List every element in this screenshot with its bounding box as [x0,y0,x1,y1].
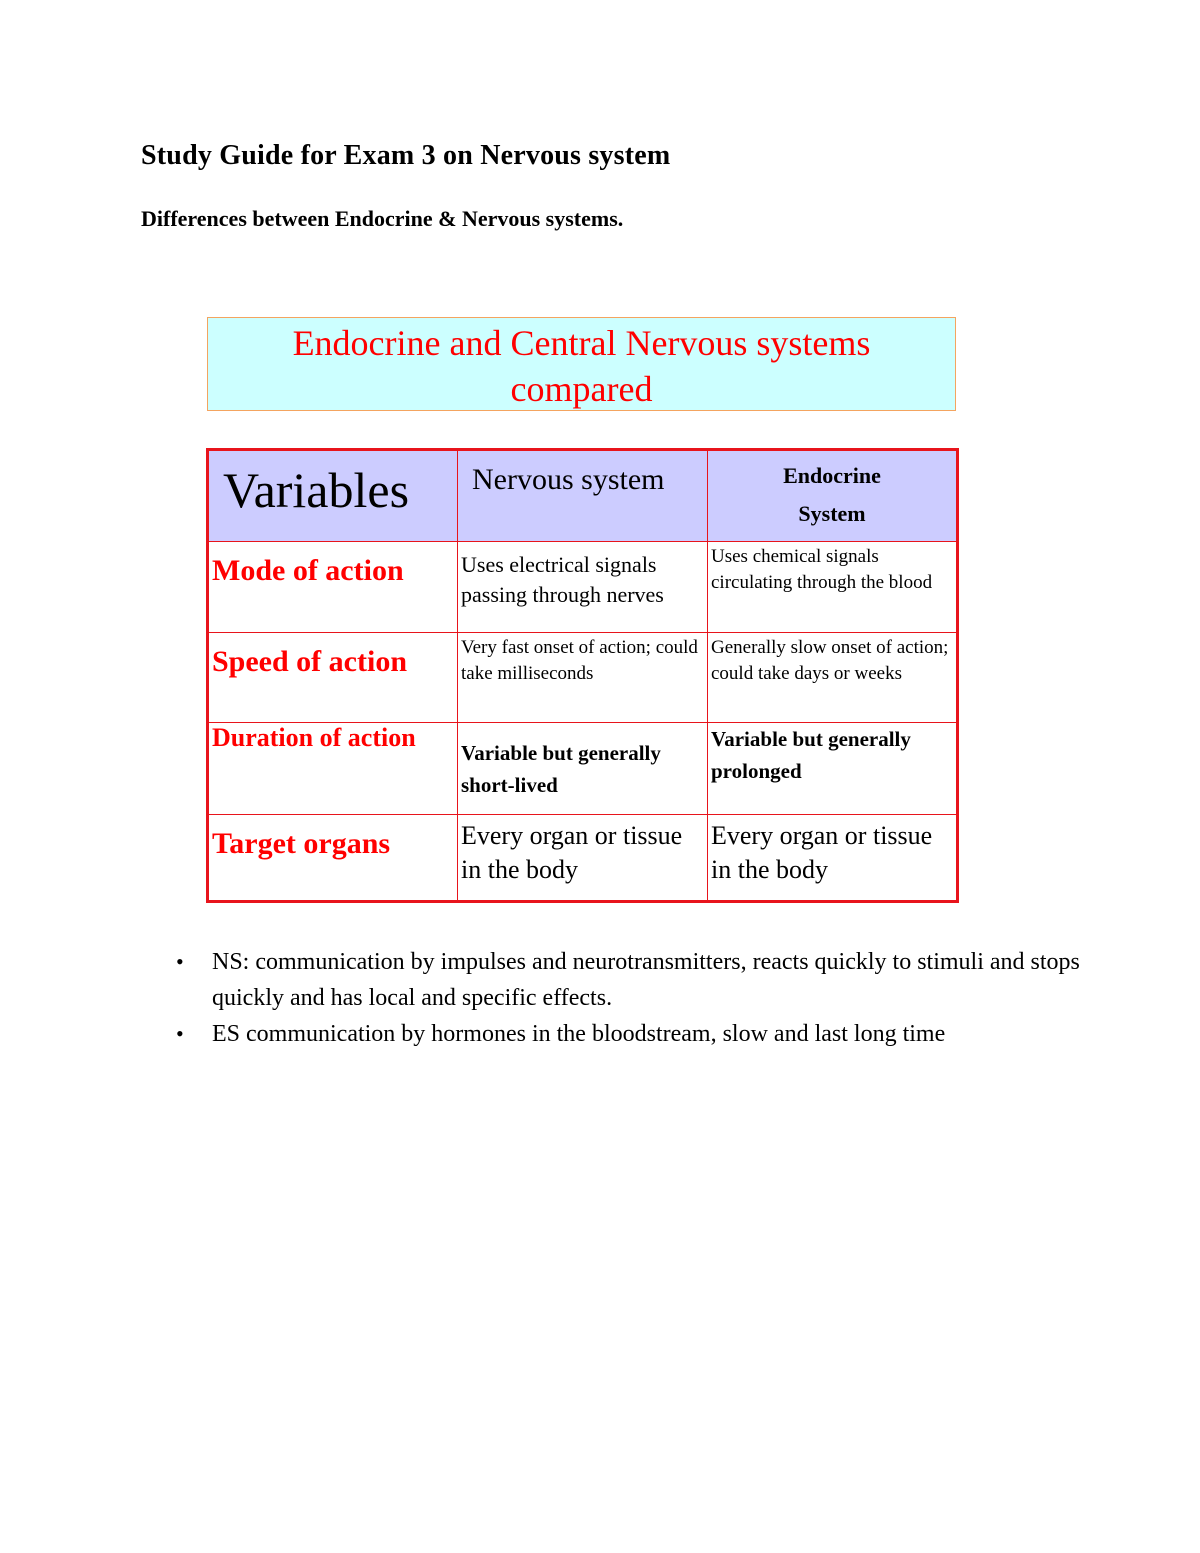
row-label-speed: Speed of action [208,633,458,723]
cell-nervous-speed: Very fast onset of action; could take milliseconds [458,633,708,723]
bullet-icon: • [176,1021,184,1046]
row-label-duration: Duration of action [208,723,458,815]
cell-endocrine-duration: Variable but generally prolonged [708,723,958,815]
document-subtitle: Differences between Endocrine & Nervous systems. [141,206,624,231]
header-endocrine-line-2: System [798,501,866,526]
cell-endocrine-target: Every organ or tissue in the body [708,815,958,902]
header-variables: Variables [208,450,458,542]
cell-nervous-target: Every organ or tissue in the body [458,815,708,902]
table-row [208,723,958,815]
banner-line-1: Endocrine and Central Nervous systems [292,323,871,363]
table-row [208,633,958,723]
bullet-icon: • [176,949,184,974]
header-endocrine-line-1: Endocrine [783,463,881,488]
document-title: Study Guide for Exam 3 on Nervous system [141,140,671,171]
row-label-target: Target organs [208,815,458,902]
comparison-banner [207,317,956,411]
table-row [208,542,958,633]
cell-nervous-duration: Variable but generally short-lived [458,723,708,815]
note-text-ns: NS: communication by impulses and neurotransmitters, reacts quickly to stimuli and stops quickly and has local and specific effects. [212,949,1080,1011]
table-header-row [208,450,958,542]
row-label-mode: Mode of action [208,542,458,633]
header-nervous-system: Nervous system [458,450,708,542]
list-item [176,1016,1092,1052]
comparison-table [206,448,959,903]
table-row [208,815,958,902]
list-item [176,944,1092,1016]
notes-list [170,944,1092,1052]
cell-endocrine-mode: Uses chemical signals circulating through the blood [708,542,958,633]
cell-endocrine-speed: Generally slow onset of action; could take days or weeks [708,633,958,723]
cell-nervous-mode: Uses electrical signals passing through nerves [458,542,708,633]
header-endocrine-system [708,450,958,542]
banner-line-2: compared [510,369,653,409]
note-text-es: ES communication by hormones in the bloodstream, slow and last long time [212,1021,946,1047]
